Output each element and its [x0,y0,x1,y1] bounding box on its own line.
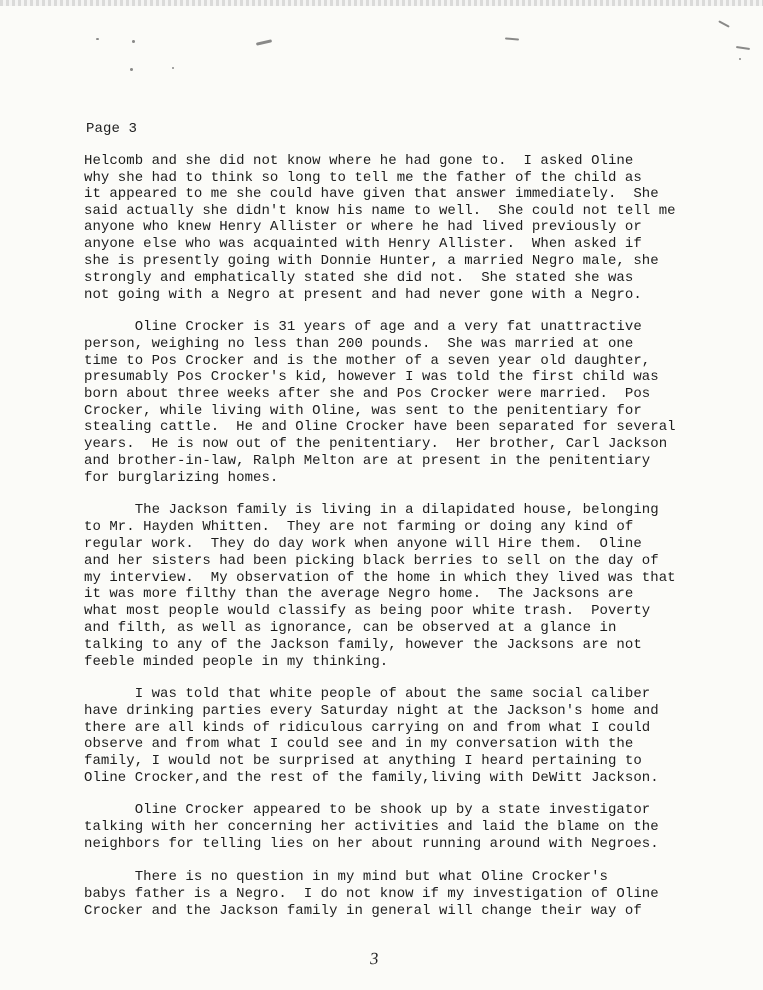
typed-line: why she had to think so long to tell me the father of the child as [84,170,642,186]
typed-line: Crocker and the Jackson family in general will change their way of [84,903,642,919]
typed-line: anyone else who was acquainted with Henry Allister. When asked if [84,236,642,252]
typed-line: stealing cattle. He and Oline Crocker have been separated for several [84,419,676,435]
typed-line: talking to any of the Jackson family, however the Jacksons are not [84,637,642,653]
typed-line: there are all kinds of ridiculous carrying on and from what I could [84,720,651,736]
typed-line: it was more filthy than the average Negro home. The Jacksons are [84,586,634,602]
typed-line: talking with her concerning her activities and laid the blame on the [84,819,659,835]
typed-line: family, I would not be surprised at anything I heard pertaining to [84,753,642,769]
typed-line: it appeared to me she could have given that answer immediately. She [84,186,659,202]
paper-speck [172,67,174,69]
paper-speck [132,40,135,43]
paper-speck [505,37,519,40]
typed-line: Oline Crocker appeared to be shook up by a state investigator [84,802,651,818]
handwritten-page-number: 3 [369,948,379,969]
typed-line: person, weighing no less than 200 pounds. She was married at one [84,336,634,352]
typed-line: she is presently going with Donnie Hunter, a married Negro male, she [84,253,659,269]
typed-line: said actually she didn't know his name to well. She could not tell me [84,203,676,219]
typed-line: for burglarizing homes. [84,470,279,486]
typed-line: regular work. They do day work when anyone will Hire them. Oline [84,536,642,552]
typed-line: Oline Crocker,and the rest of the family,living with DeWitt Jackson. [84,770,659,786]
typed-line: what most people would classify as being poor white trash. Poverty [84,603,651,619]
typed-line: The Jackson family is living in a dilapidated house, belonging [84,502,659,518]
paper-speck [96,38,99,40]
typed-line: presumably Pos Crocker's kid, however I was told the first child was [84,369,659,385]
typed-line: There is no question in my mind but what Oline Crocker's [84,869,608,885]
typed-line: neighbors for telling lies on her about running around with Negroes. [84,836,659,852]
typed-line: and filth, as well as ignorance, can be observed at a glance in [84,620,617,636]
paper-speck [739,58,741,60]
typed-line: and brother-in-law, Ralph Melton are at present in the penitentiary [84,453,651,469]
typed-line: Helcomb and she did not know where he had gone to. I asked Oline [84,153,634,169]
paper-speck [736,46,750,50]
typed-line: and her sisters had been picking black berries to sell on the day of [84,553,659,569]
typed-line: have drinking parties every Saturday night at the Jackson's home and [84,703,659,719]
typed-line: born about three weeks after she and Pos Crocker were married. Pos [84,386,651,402]
typed-line: to Mr. Hayden Whitten. They are not farming or doing any kind of [84,519,634,535]
typed-line: Crocker, while living with Oline, was sent to the penitentiary for [84,403,642,419]
typed-line: anyone who knew Henry Allister or where he had lived previously or [84,219,642,235]
page-label: Page 3 [86,121,138,137]
top-scan-edge [0,0,763,6]
typed-line: time to Pos Crocker and is the mother of a seven year old daughter, [84,353,651,369]
typed-line: my interview. My observation of the home in which they lived was that [84,570,676,586]
typed-line: babys father is a Negro. I do not know if my investigation of Oline [84,886,659,902]
paper-speck [718,20,730,27]
typed-line: observe and from what I could see and in my conversation with the [84,736,634,752]
typed-line: I was told that white people of about the same social caliber [84,686,651,702]
typed-line: Oline Crocker is 31 years of age and a very fat unattractive [84,319,642,335]
typed-line: strongly and emphatically stated she did not. She stated she was [84,270,634,286]
paper-speck [130,68,133,71]
typed-line: years. He is now out of the penitentiary. Her brother, Carl Jackson [84,436,668,452]
typed-line: feeble minded people in my thinking. [84,654,389,670]
typed-line: not going with a Negro at present and had never gone with a Negro. [84,287,642,303]
paper-speck [256,39,272,46]
